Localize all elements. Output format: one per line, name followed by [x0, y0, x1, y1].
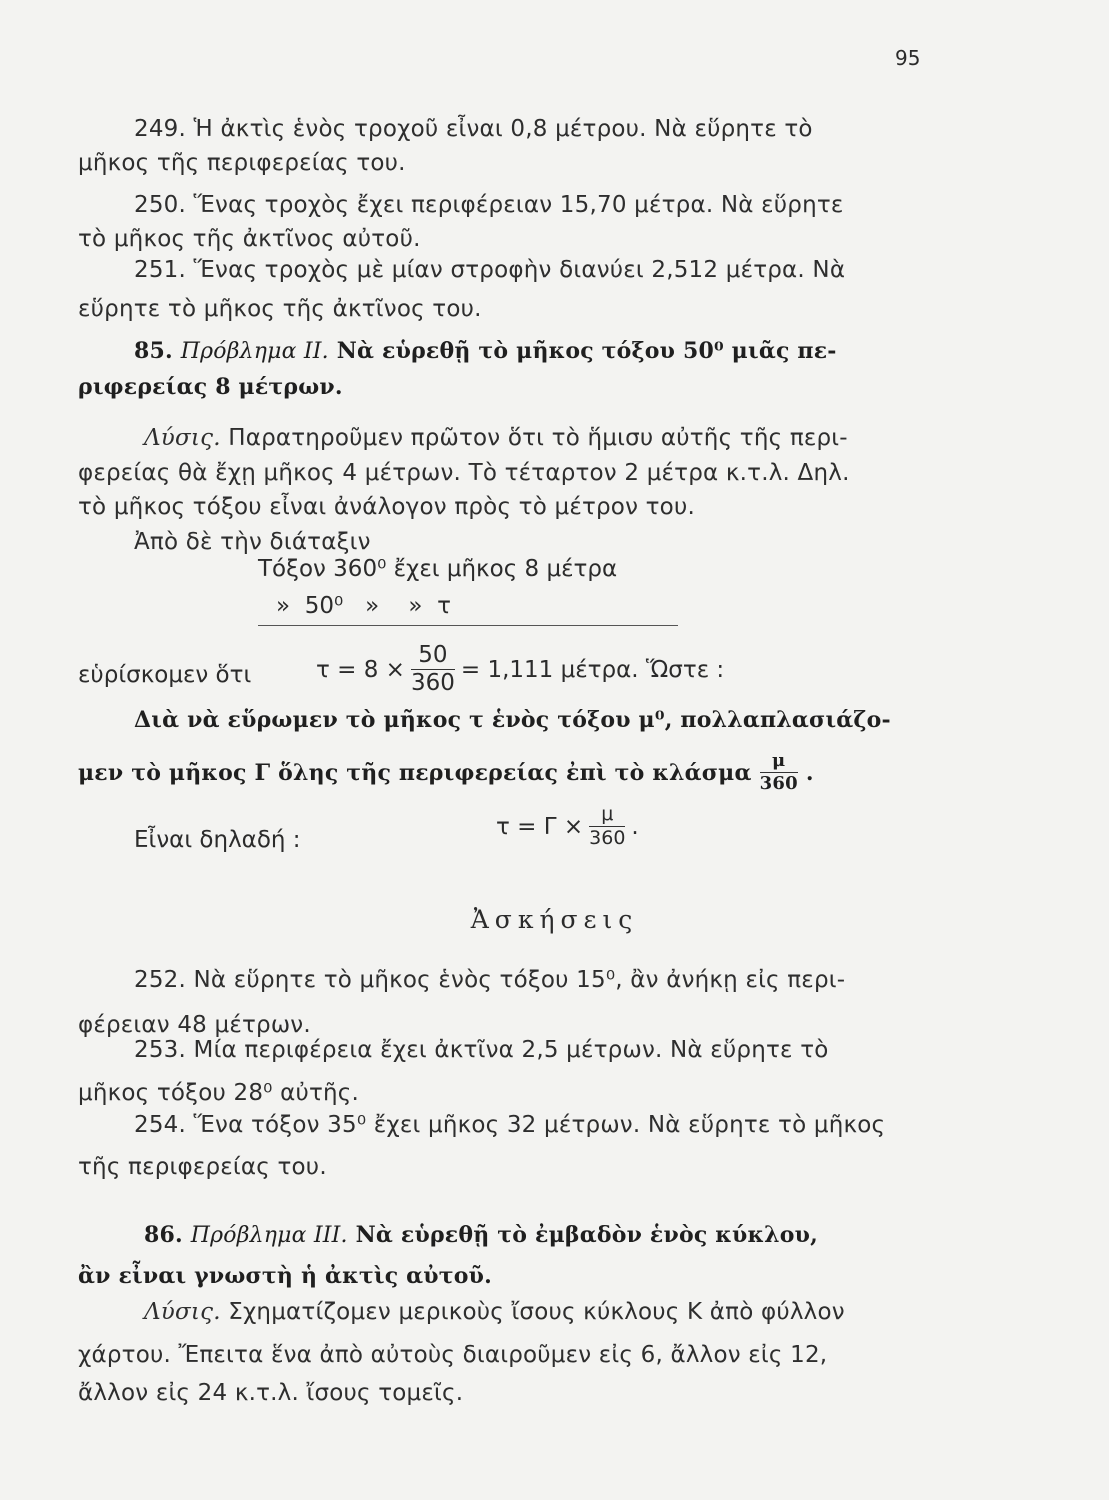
solution-86-line-1: [144, 1297, 934, 1327]
rule-period: .: [805, 759, 814, 786]
solution-85-line-1: [144, 423, 934, 453]
formula-numerator: μ: [589, 805, 625, 827]
exercise-254-line-2: τῆς περιφερείας του.: [78, 1154, 327, 1180]
result-lhs: τ = 8 ×: [316, 656, 405, 683]
arrangement-row-1: Τόξον 360⁰ ἔχει μῆκος 8 μέτρα: [258, 556, 618, 582]
page-number: 95: [895, 46, 921, 70]
exercise-253-line-1: 253. Μία περιφέρεια ἔχει ἀκτῖνα 2,5 μέτρων. Νὰ εὕρητε τὸ: [134, 1037, 829, 1063]
exercise-250-line-2: τὸ μῆκος τῆς ἀκτῖνος αὐτοῦ.: [78, 226, 421, 252]
result-formula: [316, 644, 724, 695]
result-fraction: [411, 644, 455, 695]
result-rhs: = 1,111 μέτρα. Ὥστε :: [460, 656, 725, 683]
exercises-heading: Ἀσκήσεις: [470, 905, 639, 934]
solution-85-text: Παρατηροῦμεν πρῶτον ὅτι τὸ ἥμισυ αὐτῆς τῆς περι-: [228, 425, 848, 451]
exercise-249-line-1: 249. Ἡ ἀκτὶς ἑνὸς τροχοῦ εἶναι 0,8 μέτρου. Νὰ εὕρητε τὸ: [134, 116, 813, 142]
solution-85-label: Λύσις.: [144, 425, 221, 451]
problem-86-text: Νὰ εὑρεθῇ τὸ ἐμβαδὸν ἑνὸς κύκλου,: [355, 1222, 818, 1248]
exercise-253-line-2: μῆκος τόξου 28⁰ αὐτῆς.: [78, 1080, 359, 1106]
result-denominator: 360: [410, 670, 455, 696]
exercise-250-line-1: 250. Ἕνας τροχὸς ἔχει περιφέρειαν 15,70 μέτρα. Νὰ εὕρητε: [134, 192, 844, 218]
problem-85-text: Νὰ εὑρεθῇ τὸ μῆκος τόξου 50⁰ μιᾶς πε-: [336, 338, 837, 364]
rule-fraction: [760, 752, 798, 793]
problem-85-heading: [134, 336, 934, 367]
formula-denominator: 360: [589, 827, 626, 849]
solution-86-label: Λύσις.: [144, 1299, 221, 1325]
result-prefix: εὑρίσκομεν ὅτι: [78, 662, 252, 688]
problem-85-label: Πρόβλημα ΙΙ.: [180, 339, 329, 364]
solution-85-line-2: φερείας θὰ ἔχῃ μῆκος 4 μέτρων. Τὸ τέταρτον 2 μέτρα κ.τ.λ. Δηλ.: [78, 460, 850, 486]
rule-line-1: Διὰ νὰ εὕρωμεν τὸ μῆκος τ ἑνὸς τόξου μ⁰, πολλαπλασιάζο-: [134, 707, 891, 733]
problem-86-heading: [144, 1220, 934, 1251]
problem-85-line-2: ριφερείας 8 μέτρων.: [78, 374, 343, 400]
solution-86-text: Σχηματίζομεν μερικοὺς ἴσους κύκλους Κ ἀπὸ φύλλον: [228, 1299, 845, 1325]
formula-lhs: τ = Γ ×: [496, 813, 584, 840]
problem-86-label: Πρόβλημα ΙΙΙ.: [190, 1223, 348, 1248]
arrangement-row-2: » 50⁰ » » τ: [276, 593, 451, 619]
rule-denominator: 360: [759, 773, 798, 794]
rule-line-2-text: μεν τὸ μῆκος Γ ὅλης τῆς περιφερείας ἐπὶ τὸ κλάσμα: [78, 759, 752, 786]
result-numerator: 50: [411, 644, 455, 670]
problem-86-number: 86.: [144, 1222, 183, 1248]
solution-85-line-3: τὸ μῆκος τόξου εἶναι ἀνάλογον πρὸς τὸ μέτρον του.: [78, 494, 695, 520]
rule-line-2: [78, 752, 938, 793]
exercise-252-line-1: 252. Νὰ εὕρητε τὸ μῆκος ἑνὸς τόξου 15⁰, ἂν ἀνήκῃ εἰς περι-: [134, 967, 846, 993]
exercise-252-line-2: φέρειαν 48 μέτρων.: [78, 1012, 311, 1038]
exercise-251-line-2: εὕρητε τὸ μῆκος τῆς ἀκτῖνος του.: [78, 296, 482, 322]
formula-period: .: [631, 813, 639, 840]
formula-fraction: [589, 805, 625, 848]
exercise-251-line-1: 251. Ἕνας τροχὸς μὲ μίαν στροφὴν διανύει 2,512 μέτρα. Νὰ: [134, 257, 846, 283]
formula-prefix: Εἶναι δηλαδή :: [134, 827, 301, 853]
exercise-249-line-2: μῆκος τῆς περιφερείας του.: [78, 150, 406, 176]
solution-86-line-3: ἄλλον εἰς 24 κ.τ.λ. ἴσους τομεῖς.: [78, 1380, 464, 1406]
solution-86-line-2: χάρτου. Ἔπειτα ἕνα ἀπὸ αὐτοὺς διαιροῦμεν εἰς 6, ἄλλον εἰς 12,: [78, 1342, 828, 1368]
problem-85-number: 85.: [134, 338, 173, 364]
exercise-254-line-1: 254. Ἕνα τόξον 35⁰ ἔχει μῆκος 32 μέτρων. Νὰ εὕρητε τὸ μῆκος: [134, 1112, 886, 1138]
rule-numerator: μ: [760, 752, 798, 773]
problem-86-line-2: ἂν εἶναι γνωστὴ ἡ ἀκτὶς αὐτοῦ.: [78, 1263, 492, 1289]
formula: [496, 805, 639, 848]
arrangement-divider: [258, 625, 678, 626]
solution-85-line-4: Ἀπὸ δὲ τὴν διάταξιν: [134, 529, 371, 555]
